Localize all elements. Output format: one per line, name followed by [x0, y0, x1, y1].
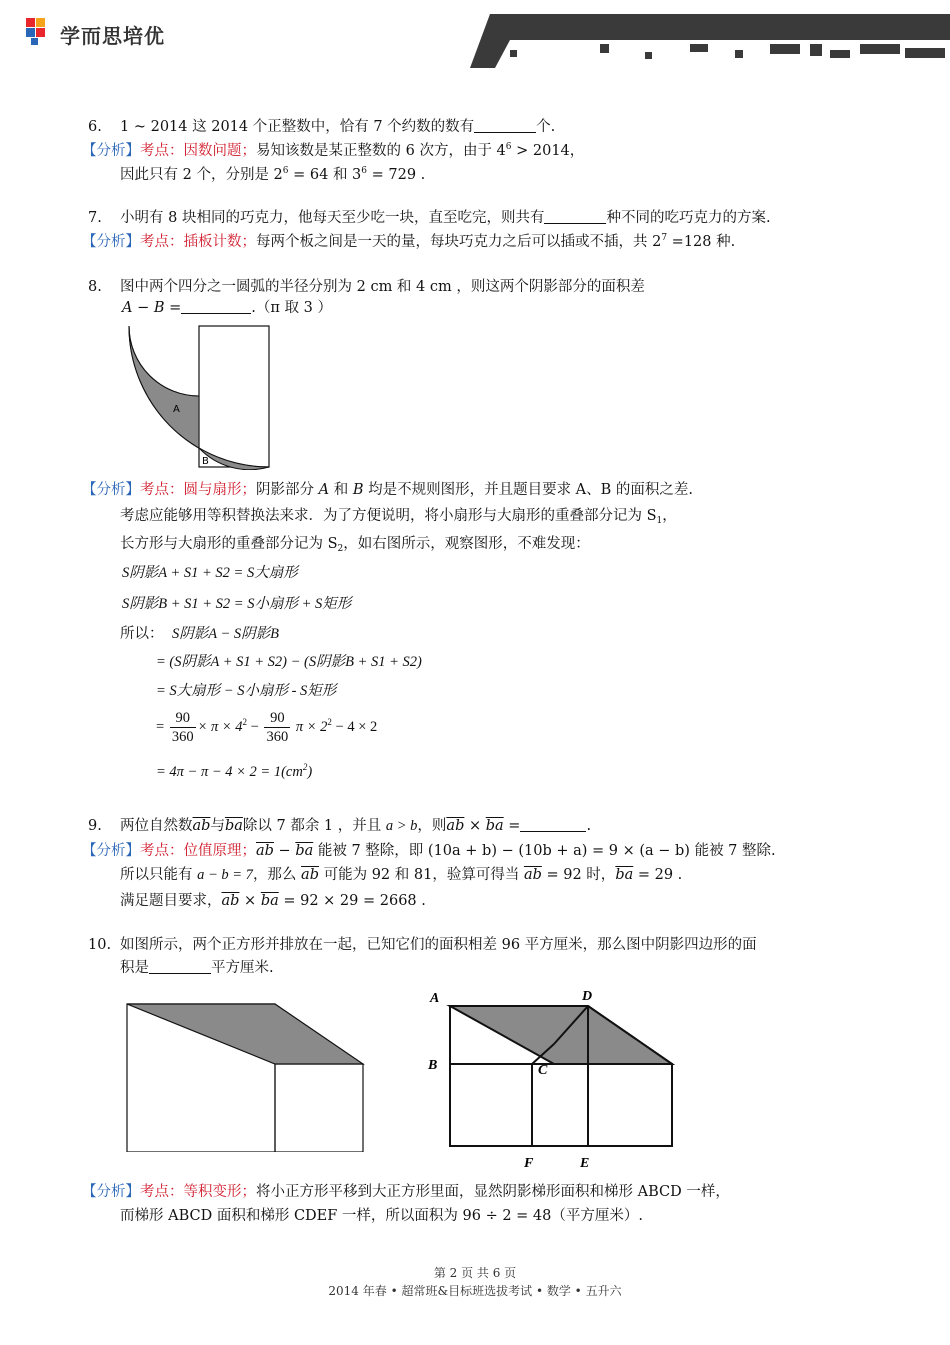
q8-question: 图中两个四分之一圆弧的半径分别为 2 cm 和 4 cm ，则这两个阴影部分的面积差 — [120, 279, 645, 295]
q9-answer-blank[interactable] — [520, 818, 586, 832]
q10-label-f: F — [524, 1156, 534, 1171]
q10-label-d: D — [582, 989, 593, 1004]
q10-label-c: C — [538, 1063, 548, 1078]
q10-question-2: 积是 平方厘米. — [120, 960, 274, 976]
q8-equation-7: = $4\pi - \pi - 4 \times 2 = 1(cm^2)$ — [156, 762, 313, 780]
q10-figure-right — [424, 984, 684, 1174]
q8-analysis-1: 【分析】考点：圆与扇形；阴影部分 A 和 B 均是不规则图形，并且题目要求 A、B 的面积之差. — [82, 482, 694, 498]
q10-figure-left — [126, 1000, 366, 1152]
q6-analysis-1: 【分析】考点：因数问题；易知该数是某正整数的 6 次方，由于 $4^6 > 2014$， — [82, 142, 585, 159]
brand-logo-icon — [26, 18, 45, 45]
q8-equation-3: S阴影A − S阴影B — [172, 626, 279, 642]
q8-number: 8. — [88, 279, 102, 295]
q10-label-a: A — [430, 991, 440, 1006]
q10-shaded-quadrilateral — [127, 1004, 363, 1064]
q10-question-1: 如图所示，两个正方形并排放在一起，已知它们的面积相差 96 平方厘米，那么图中阴影四边形的面 — [120, 937, 757, 953]
q8-equation-2: S阴影B + S1 + S2 = S小扇形 + S矩形 — [122, 596, 352, 612]
q10-analysis-2: 而梯形 ABCD 面积和梯形 CDEF 一样，所以面积为 96 ÷ 2 = 48（平方厘米）. — [120, 1208, 643, 1224]
q10-label-e: E — [580, 1156, 590, 1171]
q7-question: 小明有 8 块相同的巧克力，他每天至少吃一块，直至吃完，则共有 种不同的吃巧克力的方案. — [120, 210, 771, 226]
q8-analysis-3: 长方形与大扇形的重叠部分记为 $S_2$，如右图所示，观察图形，不难发现： — [120, 536, 590, 554]
q7-answer-blank[interactable] — [544, 210, 606, 224]
q8-answer-blank[interactable] — [181, 300, 251, 314]
q8-label-a: A — [173, 404, 180, 415]
q10-analysis-1: 【分析】考点：等积变形；将小正方形平移到大正方形里面，显然阴影梯形面积和梯形 ABCD 一样， — [82, 1184, 730, 1200]
page-header — [0, 0, 950, 80]
q8-equation-6: = $\frac{90}{360}$ × $\pi \times 4^2$ − $\frac{90}{360}$ $\pi \times 2^2 - 4 \times 2$ — [156, 710, 378, 746]
q6-number: 6. — [88, 119, 102, 135]
q8-equation-1: S阴影A + S1 + S2 = S大扇形 — [122, 565, 298, 581]
footer-exam-title: 2014 年春 • 超常班&目标班选拔考试 • 数学 • 五升六 — [328, 1284, 622, 1298]
q8-label-b: B — [202, 456, 209, 467]
q7-analysis: 【分析】考点：插板计数；每两个板之间是一天的量，每块巧克力之后可以插或不插，共 $2^7 =128$ 种. — [82, 233, 736, 250]
q8-so-label: 所以： — [120, 626, 164, 642]
q9-analysis-3: 满足题目要求，$\overline{ab} \times \overline{ba} = 92 \times 29 = 2668$ . — [120, 893, 426, 909]
q8-analysis-2: 考虑应能够用等积替换法来求．为了方便说明，将小扇形与大扇形的重叠部分记为 $S_1$， — [120, 508, 677, 526]
q8-equation-4: = (S阴影A + S1 + S2) − (S阴影B + S1 + S2) — [156, 654, 422, 670]
q9-number: 9. — [88, 818, 102, 834]
q8-figure — [124, 324, 274, 470]
q10-label-b: B — [428, 1058, 438, 1073]
footer-page-number: 第 2 页 共 6 页 — [433, 1266, 517, 1280]
q10-number: 10. — [88, 937, 112, 953]
q9-analysis-2: 所以只能有 a − b = 7，那么 $\overline{ab}$ 可能为 92 和 81，验算可得当 $\overline{ab} = 92$ 时，$\overline{ba} = 29$ . — [120, 867, 683, 883]
q10-answer-blank[interactable] — [149, 960, 211, 974]
q6-question: 1 ~ 2014 这 2014 个正整数中，恰有 7 个约数的数有 个. — [120, 119, 556, 135]
q9-analysis-1: 【分析】考点：位值原理；$\overline{ab} - \overline{ba}$ 能被 7 整除，即 (10a + b) − (10b + a) = 9 × (a − b) 能被 7 整除. — [82, 843, 776, 859]
brand-name: 学而思培优 — [60, 24, 165, 48]
q8-equation-5: = S大扇形 − S小扇形 - S矩形 — [156, 683, 337, 699]
q6-answer-blank[interactable] — [474, 119, 536, 133]
q6-analysis-2: 因此只有 2 个，分别是 $2^6 = 64$ 和 $3^6 = 729$ . — [120, 166, 426, 183]
q8-question-line2: A − B = .（π 取 3 ） — [122, 300, 332, 316]
q7-number: 7. — [88, 210, 102, 226]
q9-question: 两位自然数$\overline{ab}$与$\overline{ba}$除以 7 都余 1 ，并且 a > b，则$\overline{ab} \times \overline{ba}$ = . — [120, 818, 592, 834]
